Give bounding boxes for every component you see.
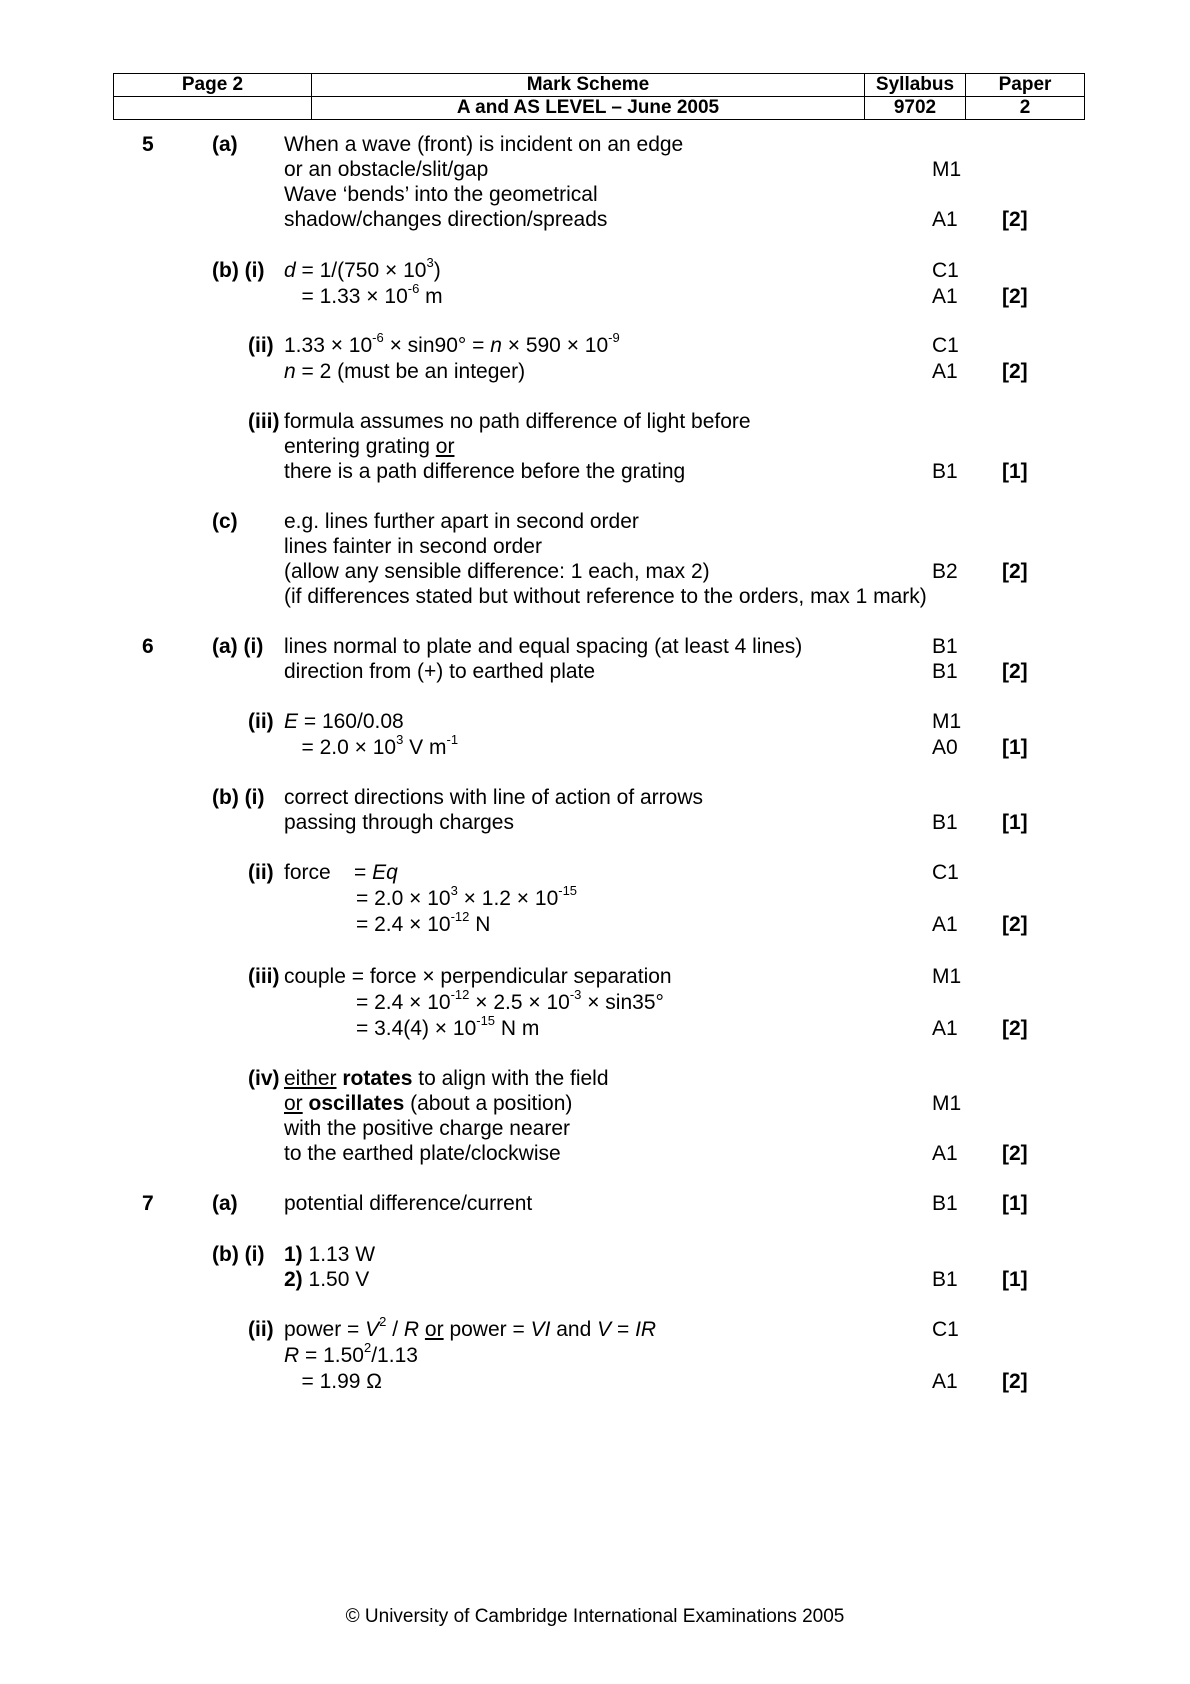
mark-code: C1	[932, 1318, 959, 1341]
mark-total: [2]	[1002, 1017, 1028, 1040]
mark-code: B1	[932, 1192, 958, 1215]
answer-text: E = 160/0.08	[284, 710, 404, 733]
answer-text: force = Eq	[284, 861, 398, 884]
question-subpart-label: (ii)	[248, 334, 274, 357]
answer-text: When a wave (front) is incident on an edge	[284, 133, 684, 156]
mark-code: A1	[932, 360, 958, 383]
answer-text: (if differences stated but without reference to the orders, max 1 mark)	[284, 585, 927, 608]
question-part-label: (b) (i)	[212, 259, 265, 282]
paper-label: Paper	[966, 74, 1085, 97]
answer-text: lines normal to plate and equal spacing (at least 4 lines)	[284, 635, 803, 658]
answer-text: either rotates to align with the field	[284, 1067, 609, 1090]
mark-code: B2	[932, 560, 958, 583]
answer-text: = $2.0 \times 10^3 \times 1.2 \times 10^{-15}$	[356, 883, 578, 910]
answer-text: shadow/changes direction/spreads	[284, 208, 608, 231]
mark-code: M1	[932, 965, 962, 988]
answer-text: e.g. lines further apart in second order	[284, 510, 639, 533]
mark-total: [1]	[1002, 736, 1028, 759]
answer-text: correct directions with line of action of arrows	[284, 786, 704, 809]
mark-code: B1	[932, 660, 958, 683]
mark-code: A1	[932, 1142, 958, 1165]
answer-text: = 1.99 Ω	[284, 1370, 383, 1393]
mark-code: C1	[932, 861, 959, 884]
question-part-label: (a)	[212, 133, 238, 156]
answer-text: to the earthed plate/clockwise	[284, 1142, 561, 1165]
question-subpart-label: (iii)	[248, 410, 280, 433]
answer-text: = $2.0 \times 10^3$ V $m^{-1}$	[284, 732, 459, 759]
answer-text: = $2.4 \times 10^{-12} \times 2.5 \times 10^{-3} \times \sin 35^\circ$	[356, 987, 664, 1014]
mark-code: M1	[932, 1092, 962, 1115]
answer-text: Wave ‘bends’ into the geometrical	[284, 183, 598, 206]
question-part-label: (c)	[212, 510, 238, 533]
answer-text: = $2.4 \times 10^{-12}$ N	[356, 909, 491, 936]
copyright-footer: © University of Cambridge International Examinations 2005	[345, 1606, 845, 1627]
mark-total: [2]	[1002, 913, 1028, 936]
mark-total: [1]	[1002, 1192, 1028, 1215]
mark-total: [2]	[1002, 360, 1028, 383]
mark-total: [2]	[1002, 1370, 1028, 1393]
answer-text: formula assumes no path difference of light before	[284, 410, 751, 433]
mark-code: B1	[932, 635, 958, 658]
answer-text: or an obstacle/slit/gap	[284, 158, 489, 181]
answer-text: (allow any sensible difference: 1 each, max 2)	[284, 560, 710, 583]
answer-text: 2) 1.50 V	[284, 1268, 370, 1291]
question-part-label: (a) (i)	[212, 635, 264, 658]
mark-code: C1	[932, 334, 959, 357]
question-subpart-label: (ii)	[248, 1318, 274, 1341]
answer-text: there is a path difference before the grating	[284, 460, 686, 483]
answer-text: power = $V^2$ / R or power = VI and V = IR	[284, 1314, 657, 1341]
mark-total: [1]	[1002, 460, 1028, 483]
mark-code: A1	[932, 1370, 958, 1393]
mark-code: C1	[932, 259, 959, 282]
question-number: 5	[142, 133, 154, 156]
mark-total: [2]	[1002, 285, 1028, 308]
mark-code: M1	[932, 710, 962, 733]
answer-text: entering grating or	[284, 435, 455, 458]
answer-text: $1.33 \times 10^{-6} \times \sin 90^\circ = n \times 590 \times 10^{-9}$	[284, 330, 620, 357]
mark-code: A1	[932, 208, 958, 231]
document-title: Mark Scheme	[312, 74, 865, 97]
question-number: 6	[142, 635, 154, 658]
answer-text: passing through charges	[284, 811, 514, 834]
answer-text: or oscillates (about a position)	[284, 1092, 573, 1115]
answer-text: potential difference/current	[284, 1192, 533, 1215]
page-number: Page 2	[114, 74, 312, 97]
mark-total: [2]	[1002, 560, 1028, 583]
mark-total: [1]	[1002, 1268, 1028, 1291]
mark-total: [2]	[1002, 1142, 1028, 1165]
question-subpart-label: (iv)	[248, 1067, 280, 1090]
question-part-label: (b) (i)	[212, 786, 265, 809]
header-blank-cell	[114, 97, 312, 120]
mark-total: [2]	[1002, 660, 1028, 683]
answer-text: direction from (+) to earthed plate	[284, 660, 596, 683]
question-subpart-label: (ii)	[248, 861, 274, 884]
paper-number: 2	[966, 97, 1085, 120]
answer-text: lines fainter in second order	[284, 535, 542, 558]
answer-text: 1) 1.13 W	[284, 1243, 376, 1266]
mark-code: A1	[932, 285, 958, 308]
answer-text: with the positive charge nearer	[284, 1117, 570, 1140]
mark-total: [2]	[1002, 208, 1028, 231]
question-subpart-label: (iii)	[248, 965, 280, 988]
answer-text: n = 2 (must be an integer)	[284, 360, 526, 383]
mark-code: B1	[932, 811, 958, 834]
question-part-label: (b) (i)	[212, 1243, 265, 1266]
mark-code: M1	[932, 158, 962, 181]
answer-text: = $1.33 \times 10^{-6}$ m	[284, 281, 443, 308]
answer-text: couple = force × perpendicular separation	[284, 965, 672, 988]
question-part-label: (a)	[212, 1192, 238, 1215]
mark-code: A0	[932, 736, 958, 759]
question-number: 7	[142, 1192, 154, 1215]
mark-code: A1	[932, 913, 958, 936]
answer-text: $d = 1/(750 \times 10^3)$	[284, 255, 441, 282]
answer-text: $R = 1.50^2/1.13$	[284, 1340, 418, 1367]
answer-text: = $3.4(4) \times 10^{-15}$ N m	[356, 1013, 540, 1040]
document-subtitle: A and AS LEVEL – June 2005	[312, 97, 865, 120]
mark-code: B1	[932, 1268, 958, 1291]
header-table	[113, 73, 1085, 120]
mark-code: B1	[932, 460, 958, 483]
mark-total: [1]	[1002, 811, 1028, 834]
syllabus-label: Syllabus	[865, 74, 966, 97]
syllabus-code: 9702	[865, 97, 966, 120]
question-subpart-label: (ii)	[248, 710, 274, 733]
mark-code: A1	[932, 1017, 958, 1040]
